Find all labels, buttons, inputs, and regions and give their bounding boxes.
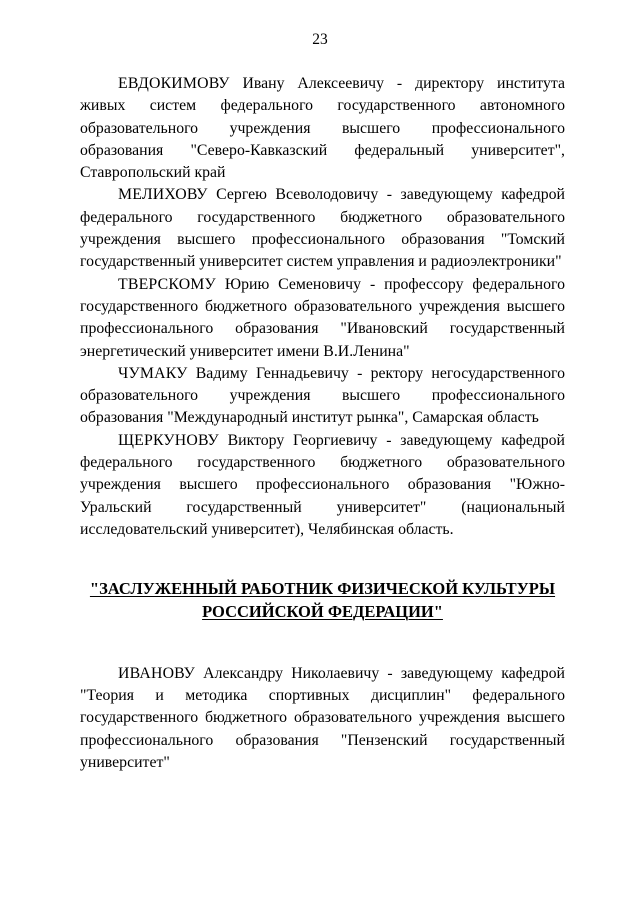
entry-surname: ЩЕРКУНОВУ: [118, 431, 219, 449]
entry-text: Ивану Алексеевичу - директору института живых систем федерального государственного автономного образовательного учреждения высшего профессионального образования "Северо-Кавказский федеральный университет", Ставропольский край: [80, 75, 565, 182]
section-title-line-2: РОССИЙСКОЙ ФЕДЕРАЦИИ": [202, 601, 443, 621]
award-entry-chumak: [80, 363, 565, 430]
entry-surname: ТВЕРСКОМУ: [118, 275, 216, 293]
award-entry-ivanov: [80, 663, 565, 774]
section-title-line-1: "ЗАСЛУЖЕННЫЙ РАБОТНИК ФИЗИЧЕСКОЙ КУЛЬТУРЫ: [89, 579, 556, 599]
entry-surname: ИВАНОВУ: [118, 664, 196, 682]
entry-text: Александру Николаевичу - заведующему кафедрой "Теория и методика спортивных дисциплин" федерального государственного бюджетного образовательного учреждения высшего профессионального образования "Пензенский государственный университет": [80, 664, 565, 772]
award-entry-sherkunov: [80, 430, 565, 541]
document-body: [80, 73, 565, 774]
award-entry-evdokimov: [80, 73, 565, 184]
page-number: 23: [312, 31, 328, 48]
entry-surname: МЕЛИХОВУ: [118, 186, 208, 204]
award-entry-melikhov: [80, 184, 565, 273]
entry-text: Сергею Всеволодовичу - заведующему кафедрой федерального государственного бюджетного образовательного учреждения высшего профессионального образования "Томский государственный университет систем управления и радиоэлектроники": [80, 186, 565, 271]
entry-text: Виктору Георгиевичу - заведующему кафедрой федерального государственного бюджетного образовательного учреждения высшего профессионального образования "Южно-Уральский государственный университет" (национальный исследовательский университет), Челябинская область.: [80, 431, 565, 538]
entry-text: Вадиму Геннадьевичу - ректору негосударственного образовательного учреждения высшего профессионального образования "Международный институт рынка", Самарская область: [80, 364, 565, 427]
award-entry-tverskoy: [80, 274, 565, 363]
section-title: [80, 578, 565, 623]
entry-surname: ЕВДОКИМОВУ: [118, 75, 230, 92]
entry-text: Юрию Семеновичу - профессору федерального государственного бюджетного образовательного учреждения высшего профессионального образования "Ивановский государственный энергетический университет имени В.И.Ленина": [80, 275, 565, 360]
entry-surname: ЧУМАКУ: [118, 364, 188, 382]
